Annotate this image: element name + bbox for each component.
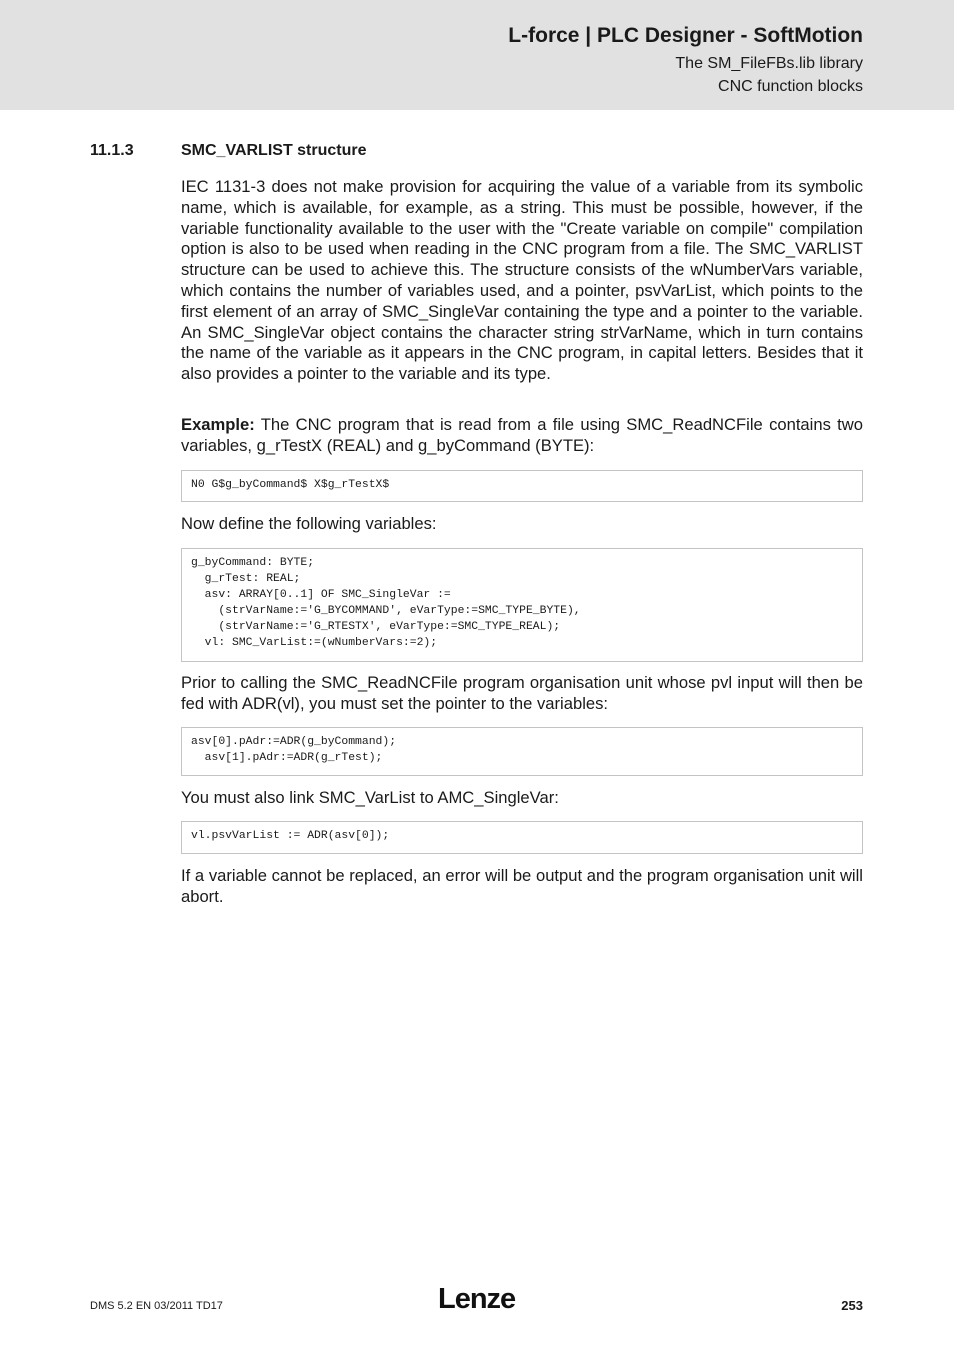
code-line: g_byCommand: BYTE; bbox=[191, 557, 315, 569]
header-subtitle-section: CNC function blocks bbox=[718, 78, 863, 95]
document-id: DMS 5.2 EN 03/2011 TD17 bbox=[90, 1300, 223, 1312]
intro-paragraph: IEC 1131-3 does not make provision for acquiring the value of a variable from its symbolic name, which is available, for example, as a string. This must be possible, however, if the variable functionality available to the user with the "Create variable on compile" compilation option is also to be used when reading in the CNC program from a file. The SMC_VARLIST structure can be used to achieve this. The structure consists of the wNumberVars variable, which contains the number of variables used, and a pointer, psvVarList, which points to the first element of an array of SMC_SingleVar containing the type and a pointer to the variable. An SMC_SingleVar object contains the character string strVarName, which in turn contains the name of the variable as it appears in the CNC program, in capital letters. Besides that it also provides a pointer to the variable and its type. bbox=[181, 177, 863, 384]
code-line: N0 G$g_byCommand$ X$g_rTestX$ bbox=[191, 479, 390, 491]
define-variables-paragraph: Now define the following variables: bbox=[181, 514, 437, 533]
link-paragraph: You must also link SMC_VarList to AMC_SingleVar: bbox=[181, 788, 559, 807]
example-paragraph bbox=[181, 415, 863, 457]
page-header bbox=[0, 0, 954, 110]
pointer-setup-paragraph: Prior to calling the SMC_ReadNCFile program organisation unit whose pvl input will then be fed with ADR(vl), you must set the pointer to the variables: bbox=[181, 673, 863, 713]
section-title: SMC_VARLIST structure bbox=[181, 142, 367, 159]
code-block-link bbox=[181, 821, 863, 854]
code-line: g_rTest: REAL; bbox=[191, 573, 301, 585]
code-line: vl: SMC_VarList:=(wNumberVars:=2); bbox=[191, 637, 438, 649]
code-block-pointer-assignment bbox=[181, 727, 863, 776]
example-text: The CNC program that is read from a file using SMC_ReadNCFile contains two variables, g_rTestX (REAL) and g_byCommand (BYTE): bbox=[181, 415, 863, 455]
code-line: asv[1].pAdr:=ADR(g_rTest); bbox=[191, 752, 383, 764]
code-block-cnc-program bbox=[181, 470, 863, 502]
code-line: asv: ARRAY[0..1] OF SMC_SingleVar := bbox=[191, 589, 451, 601]
code-line: vl.psvVarList := ADR(asv[0]); bbox=[191, 830, 390, 842]
section-number: 11.1.3 bbox=[90, 142, 134, 159]
example-label: Example: bbox=[181, 415, 255, 434]
code-line: (strVarName:='G_BYCOMMAND', eVarType:=SMC_TYPE_BYTE), bbox=[191, 605, 581, 617]
error-paragraph: If a variable cannot be replaced, an error will be output and the program organisation unit will abort. bbox=[181, 866, 863, 906]
lenze-logo: Lenze bbox=[438, 1283, 516, 1315]
code-block-variable-declarations bbox=[181, 548, 863, 662]
code-line: asv[0].pAdr:=ADR(g_byCommand); bbox=[191, 736, 397, 748]
header-title: L-force | PLC Designer - SoftMotion bbox=[508, 24, 863, 47]
header-subtitle-library: The SM_FileFBs.lib library bbox=[675, 55, 863, 72]
code-line: (strVarName:='G_RTESTX', eVarType:=SMC_TYPE_REAL); bbox=[191, 621, 561, 633]
page-number: 253 bbox=[841, 1298, 863, 1313]
